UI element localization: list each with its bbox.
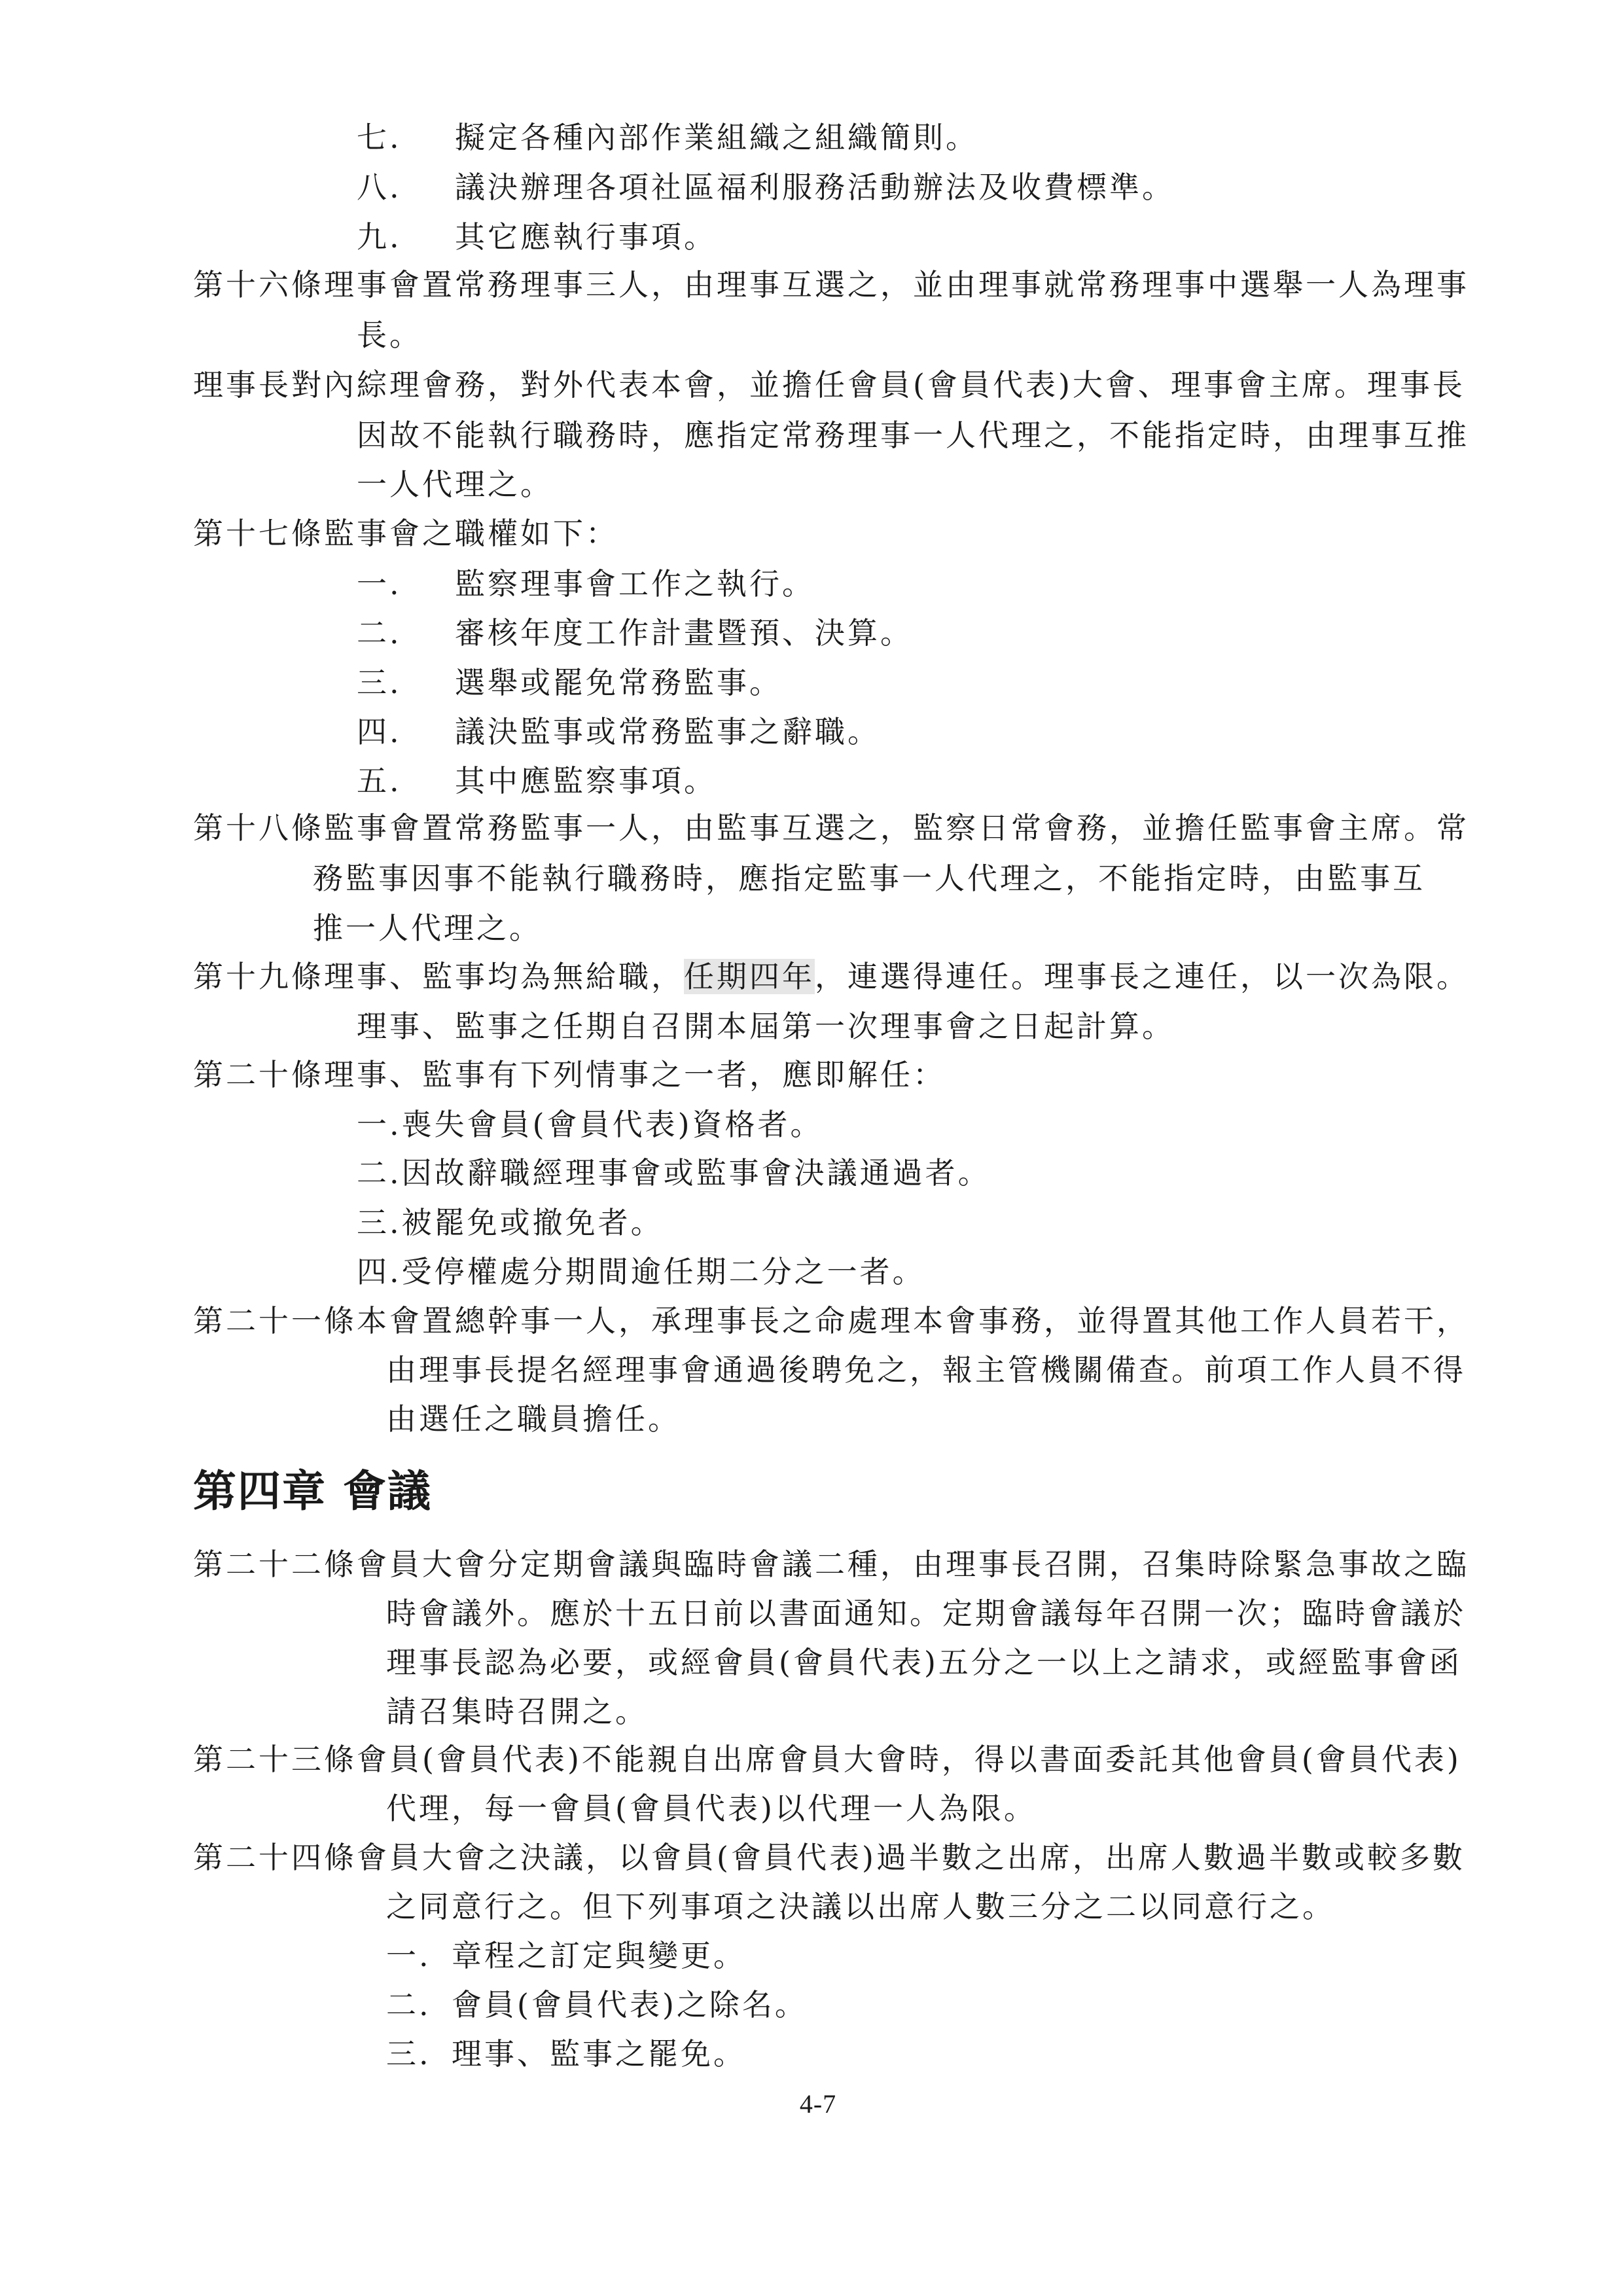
article-22-line-4: 請召集時召開之。 — [386, 1694, 648, 1729]
chairman-line-1: 理事長對內綜理會務，對外代表本會，並擔任會員(會員代表)大會、理事會主席。理事長 — [193, 367, 1465, 403]
list-item — [386, 1936, 746, 1975]
list-item — [357, 217, 717, 257]
item-number: 三. — [386, 2036, 431, 2072]
chairman-line-3: 一人代理之。 — [357, 467, 553, 502]
item-number: 三. — [357, 665, 402, 700]
list-item — [357, 761, 717, 800]
article-19-text-c: ，連選得連任。理事長之連任，以一次為限。 — [815, 959, 1469, 994]
item-text: 審核年度工作計畫暨預、決算。 — [455, 615, 913, 651]
article-24-line-2: 之同意行之。但下列事項之決議以出席人數三分之二以同意行之。 — [386, 1889, 1335, 1924]
item-text: 其中應監察事項。 — [455, 763, 717, 798]
article-19-line-1 — [193, 957, 1469, 996]
list-item: 二.因故辭職經理事會或監事會決議通過者。 — [357, 1155, 991, 1191]
list-item — [357, 118, 978, 157]
list-item — [357, 168, 1175, 207]
article-22-line-3: 理事長認為必要，或經會員(會員代表)五分之一以上之請求，或經監事會函 — [386, 1645, 1462, 1680]
page-number: 4-7 — [799, 2089, 837, 2119]
list-item: 四.受停權處分期間逾任期二分之一者。 — [357, 1254, 925, 1289]
article-19-text-a: 第十九條理事、監事均為無給職， — [193, 959, 684, 994]
highlighted-term: 任期四年 — [684, 959, 815, 994]
article-18-line-3: 推一人代理之。 — [313, 910, 542, 946]
article-17: 第十七條監事會之職權如下： — [193, 516, 618, 551]
list-item — [357, 564, 815, 603]
chapter-heading: 第四章 會議 — [193, 1465, 432, 1516]
article-21-line-1: 第二十一條本會置總幹事一人，承理事長之命處理本會事務，並得置其他工作人員若干， — [193, 1303, 1469, 1338]
item-number: 四. — [357, 714, 402, 749]
list-item — [357, 712, 880, 751]
item-text: 其它應執行事項。 — [455, 219, 717, 255]
item-number: 一. — [357, 566, 402, 601]
item-text: 會員(會員代表)之除名。 — [452, 1987, 808, 2022]
list-item: 一.喪失會員(會員代表)資格者。 — [357, 1107, 823, 1142]
item-text: 議決辦理各項社區福利服務活動辦法及收費標準。 — [455, 170, 1175, 205]
item-text: 理事、監事之罷免。 — [452, 2036, 746, 2072]
article-16-line-2: 長。 — [357, 317, 422, 353]
item-number: 一. — [386, 1938, 431, 1973]
article-20: 第二十條理事、監事有下列情事之一者，應即解任： — [193, 1057, 946, 1092]
item-number: 八. — [357, 170, 402, 205]
item-text: 章程之訂定與變更。 — [452, 1938, 746, 1973]
chairman-line-2: 因故不能執行職務時，應指定常務理事一人代理之，不能指定時，由理事互推 — [357, 418, 1469, 453]
article-21-line-3: 由選任之職員擔任。 — [386, 1401, 681, 1437]
article-18-line-1: 第十八條監事會置常務監事一人，由監事互選之，監察日常會務，並擔任監事會主席。常 — [193, 810, 1469, 846]
item-number: 二. — [357, 615, 402, 651]
item-text: 選舉或罷免常務監事。 — [455, 665, 782, 700]
item-number: 五. — [357, 763, 402, 798]
list-item — [357, 613, 913, 653]
list-item — [386, 2034, 746, 2073]
item-number: 二. — [386, 1987, 431, 2022]
article-22-line-1: 第二十二條會員大會分定期會議與臨時會議二種，由理事長召開，召集時除緊急事故之臨 — [193, 1547, 1469, 1582]
article-21-line-2: 由理事長提名經理事會通過後聘免之，報主管機關備查。前項工作人員不得 — [386, 1352, 1466, 1388]
article-22-line-2: 時會議外。應於十五日前以書面通知。定期會議每年召開一次；臨時會議於 — [386, 1596, 1466, 1631]
list-item — [386, 1985, 808, 2024]
list-item — [357, 663, 782, 702]
item-number: 九. — [357, 219, 402, 255]
article-23-line-1: 第二十三條會員(會員代表)不能親自出席會員大會時，得以書面委託其他會員(會員代表) — [193, 1742, 1461, 1777]
item-number: 七. — [357, 120, 402, 155]
item-text: 議決監事或常務監事之辭職。 — [455, 714, 880, 749]
article-19-line-2: 理事、監事之任期自召開本屆第一次理事會之日起計算。 — [357, 1009, 1175, 1044]
article-16-line-1: 第十六條理事會置常務理事三人，由理事互選之，並由理事就常務理事中選舉一人為理事 — [193, 267, 1469, 302]
article-24-line-1: 第二十四條會員大會之決議，以會員(會員代表)過半數之出席，出席人數過半數或較多數 — [193, 1840, 1465, 1875]
list-item: 三.被罷免或撤免者。 — [357, 1205, 664, 1240]
article-18-line-2: 務監事因事不能執行職務時，應指定監事一人代理之，不能指定時，由監事互 — [313, 861, 1425, 896]
article-23-line-2: 代理，每一會員(會員代表)以代理一人為限。 — [386, 1791, 1037, 1826]
item-text: 監察理事會工作之執行。 — [455, 566, 815, 601]
item-text: 擬定各種內部作業組織之組織簡則。 — [455, 120, 978, 155]
